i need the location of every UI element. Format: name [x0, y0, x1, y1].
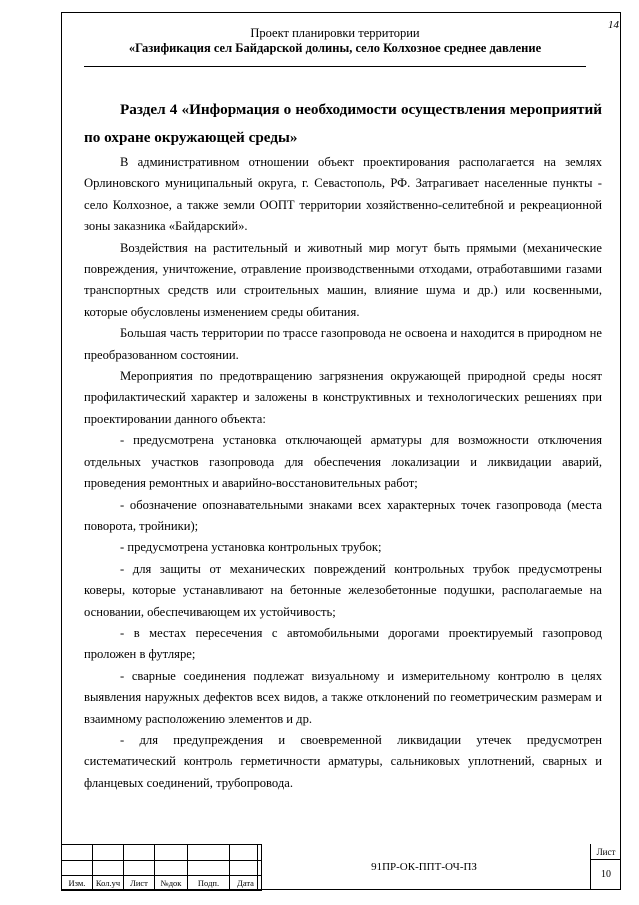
paragraph: Мероприятия по предотвращению загрязнения окружающей природной среды носят профилактический характер и заложены в конструктивных и технологических решениях при проектировании данного объекта: — [84, 369, 602, 426]
list-item: - предусмотрена установка контрольных трубок; — [120, 540, 382, 555]
running-header — [84, 26, 586, 56]
stamp-col-podp: Подп. — [188, 876, 230, 891]
list-item: - в местах пересечения с автомобильными дорогами проектируемый газопровод проложен в футляре; — [84, 625, 602, 662]
stamp-col-ndok: №док — [155, 876, 188, 891]
header-project-line: Проект планировки территории — [250, 26, 420, 40]
revision-table — [61, 844, 262, 891]
paragraph: Большая часть территории по трассе газопровода не освоена и находится в природном не преобразованном состоянии. — [84, 326, 602, 362]
section-title: Раздел 4 «Информация о необходимости осуществления мероприятий по охране окружающей среды» — [84, 101, 602, 146]
stamp-col-izm: Изм. — [62, 876, 93, 891]
sheet-box — [591, 844, 621, 890]
list-item: - для защиты от механических повреждений контрольных трубок предусмотрены коверы, которые устанавливают на бетонные железобетонные подушки, располагаемые на основании, обеспечивающем их устойчивость; — [84, 561, 602, 619]
paragraph: Воздействия на растительный и животный мир могут быть прямыми (механические повреждения, уничтожение, отравление производственными отходами, отработавшими газами транспортных средств или строительных машин, влияние шума и др.) или косвенными, которые обусловлены изменением среды обитания. — [84, 240, 602, 319]
paragraph: В административном отношении объект проектирования располагается на землях Орлиновского муниципальный округа, г. Севастополь, РФ. Затрагивает населенные пункты - село Колхозное, а также земли ООПТ территории хозяйственно-селитебной и рекреационной зоны заказника «Байдарский». — [84, 155, 602, 234]
stamp-col-kol-uch: Кол.уч — [93, 876, 124, 891]
document-body — [84, 96, 602, 794]
stamp-col-list: Лист — [124, 876, 155, 891]
header-rule — [84, 66, 586, 67]
title-block-stamp — [61, 844, 621, 890]
document-code: 91ПР-ОК-ППТ-ОЧ-ПЗ — [257, 844, 591, 890]
sheet-label: Лист — [591, 844, 621, 860]
list-item: - для предупреждения и своевременной ликвидации утечек предусмотрен систематический контроль герметичности арматуры, сальниковых уплотнений, сварных и фланцевых соединений, трубопровода. — [84, 732, 602, 790]
list-item: - предусмотрена установка отключающей арматуры для возможности отключения отдельных участков газопровода для обеспечения локализации и ликвидации аварий, проведения ремонтных и аварийно-восстановительных работ; — [84, 433, 602, 491]
list-item: - обозначение опознавательными знаками всех характерных точек газопровода (места поворота, тройники); — [84, 497, 602, 533]
header-title-line: «Газификация сел Байдарской долины, село Колхозное среднее давление — [128, 41, 542, 55]
sheet-number: 10 — [601, 869, 611, 880]
stamp-col-data: Дата — [230, 876, 262, 891]
page-number: 14 — [608, 19, 619, 31]
list-item: - сварные соединения подлежат визуальному и измерительному контролю в целях выявления наружных дефектов всех видов, а также отклонений по геометрическим размерам и взаимному расположению элементов и др. — [84, 668, 602, 726]
